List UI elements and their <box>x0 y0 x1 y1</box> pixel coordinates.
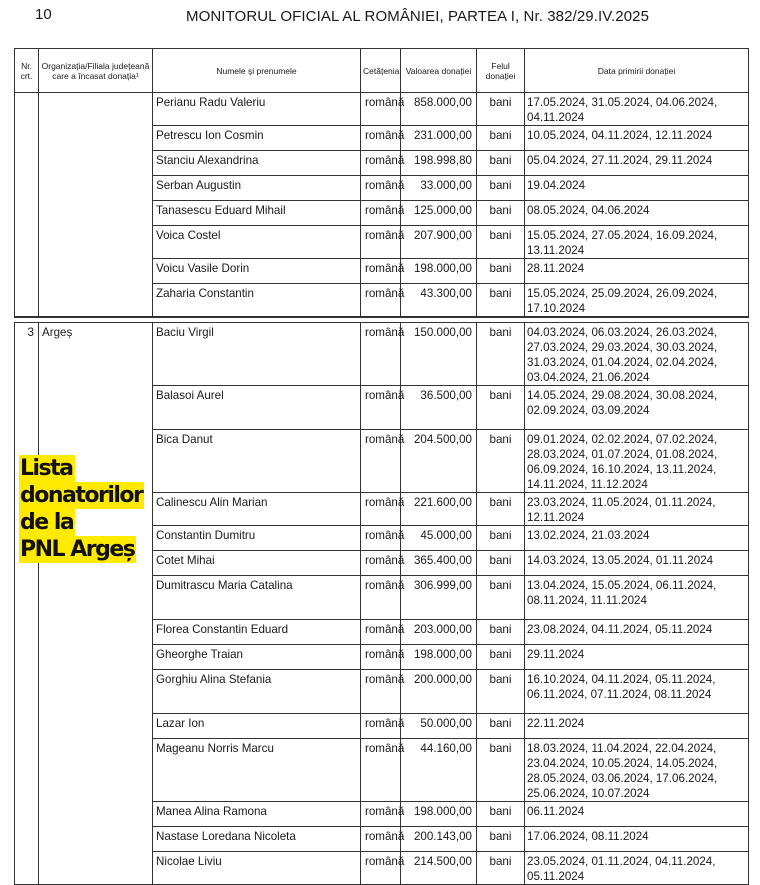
donation-value: 198.000,00 <box>401 259 477 284</box>
citizenship: română <box>361 284 401 318</box>
donation-type: bani <box>477 852 525 885</box>
donor-name: Voicu Vasile Dorin <box>153 259 361 284</box>
donation-type: bani <box>477 576 525 620</box>
citizenship: română <box>361 126 401 151</box>
donation-dates: 13.02.2024, 21.03.2024 <box>525 526 749 551</box>
donation-value: 36.500,00 <box>401 386 477 430</box>
donor-name: Manea Alina Ramona <box>153 802 361 827</box>
caption-line: PNL Argeș <box>20 537 135 562</box>
donor-name: Nicolae Liviu <box>153 852 361 885</box>
citizenship: română <box>361 670 401 714</box>
donation-value: 203.000,00 <box>401 620 477 645</box>
row-number-cell <box>15 93 39 318</box>
donation-dates: 23.03.2024, 11.05.2024, 01.11.2024, 12.11.2024 <box>525 493 749 526</box>
donation-dates: 09.01.2024, 02.02.2024, 07.02.2024, 28.03.2024, 01.07.2024, 01.08.2024, 06.09.2024, 16.10.2024, 13.11.2024, 14.11.2024, 11.12.2024 <box>525 430 749 493</box>
organization-cell <box>39 93 153 318</box>
donation-value: 207.900,00 <box>401 226 477 259</box>
donation-type: bani <box>477 827 525 852</box>
donor-name: Constantin Dumitru <box>153 526 361 551</box>
donor-name: Cotet Mihai <box>153 551 361 576</box>
donation-value: 200.000,00 <box>401 670 477 714</box>
donor-name: Voica Costel <box>153 226 361 259</box>
donation-value: 45.000,00 <box>401 526 477 551</box>
citizenship: română <box>361 430 401 493</box>
donation-type: bani <box>477 493 525 526</box>
citizenship: română <box>361 201 401 226</box>
donation-dates: 18.03.2024, 11.04.2024, 22.04.2024, 23.04.2024, 10.05.2024, 14.05.2024, 28.05.2024, 03.06.2024, 17.06.2024, 25.06.2024, 10.07.2024 <box>525 739 749 802</box>
donation-value: 198.998,80 <box>401 151 477 176</box>
donor-name: Petrescu Ion Cosmin <box>153 126 361 151</box>
donor-name: Bica Danut <box>153 430 361 493</box>
col-header-value: Valoarea donației <box>401 49 477 93</box>
row-number-cell: 3 <box>15 323 39 885</box>
donation-type: bani <box>477 176 525 201</box>
donation-dates: 08.05.2024, 04.06.2024 <box>525 201 749 226</box>
donation-type: bani <box>477 802 525 827</box>
donor-name: Lazar Ion <box>153 714 361 739</box>
donation-dates: 06.11.2024 <box>525 802 749 827</box>
donation-value: 198.000,00 <box>401 645 477 670</box>
donation-type: bani <box>477 323 525 386</box>
citizenship: română <box>361 93 401 126</box>
col-header-nr: Nr. crt. <box>15 49 39 93</box>
donor-name: Calinescu Alin Marian <box>153 493 361 526</box>
donation-dates: 19.04.2024 <box>525 176 749 201</box>
citizenship: română <box>361 551 401 576</box>
col-header-name: Numele și prenumele <box>153 49 361 93</box>
donation-type: bani <box>477 126 525 151</box>
donation-value: 43.300,00 <box>401 284 477 318</box>
donation-type: bani <box>477 526 525 551</box>
citizenship: română <box>361 151 401 176</box>
donation-dates: 16.10.2024, 04.11.2024, 05.11.2024, 06.11.2024, 07.11.2024, 08.11.2024 <box>525 670 749 714</box>
donation-dates: 23.05.2024, 01.11.2024, 04.11.2024, 05.11.2024 <box>525 852 749 885</box>
citizenship: română <box>361 739 401 802</box>
col-header-citizenship: Cetățenia <box>361 49 401 93</box>
donor-name: Nastase Loredana Nicoleta <box>153 827 361 852</box>
donation-type: bani <box>477 386 525 430</box>
donor-name: Mageanu Norris Marcu <box>153 739 361 802</box>
citizenship: română <box>361 802 401 827</box>
donation-type: bani <box>477 93 525 126</box>
donor-name: Florea Constantin Eduard <box>153 620 361 645</box>
table-header-row <box>15 49 749 93</box>
donor-name: Zaharia Constantin <box>153 284 361 318</box>
page-header-title: MONITORUL OFICIAL AL ROMÂNIEI, PARTEA I, Nr. 382/29.IV.2025 <box>186 8 650 25</box>
citizenship: română <box>361 226 401 259</box>
donation-value: 50.000,00 <box>401 714 477 739</box>
donation-value: 365.400,00 <box>401 551 477 576</box>
donation-type: bani <box>477 739 525 802</box>
donation-type: bani <box>477 430 525 493</box>
donation-type: bani <box>477 551 525 576</box>
donation-dates: 17.05.2024, 31.05.2024, 04.06.2024, 04.11.2024 <box>525 93 749 126</box>
highlight-caption <box>19 455 144 563</box>
previous-group <box>15 93 749 318</box>
page-number: 10 <box>35 6 52 23</box>
donor-name: Gheorghe Traian <box>153 645 361 670</box>
donor-name: Tanasescu Eduard Mihail <box>153 201 361 226</box>
donation-type: bani <box>477 226 525 259</box>
citizenship: română <box>361 259 401 284</box>
donor-name: Balasoi Aurel <box>153 386 361 430</box>
donor-name: Gorghiu Alina Stefania <box>153 670 361 714</box>
citizenship: română <box>361 576 401 620</box>
donor-name: Stanciu Alexandrina <box>153 151 361 176</box>
donation-value: 200.143,00 <box>401 827 477 852</box>
donation-dates: 15.05.2024, 25.09.2024, 26.09.2024, 17.10.2024 <box>525 284 749 318</box>
citizenship: română <box>361 852 401 885</box>
donation-type: bani <box>477 259 525 284</box>
donation-value: 231.000,00 <box>401 126 477 151</box>
donation-value: 150.000,00 <box>401 323 477 386</box>
donation-dates: 04.03.2024, 06.03.2024, 26.03.2024, 27.03.2024, 29.03.2024, 30.03.2024, 31.03.2024, 01.04.2024, 02.04.2024, 03.04.2024, 21.06.2024 <box>525 323 749 386</box>
table-row <box>15 93 749 126</box>
donation-type: bani <box>477 201 525 226</box>
donor-name: Baciu Virgil <box>153 323 361 386</box>
donation-dates: 29.11.2024 <box>525 645 749 670</box>
citizenship: română <box>361 827 401 852</box>
donation-dates: 14.05.2024, 29.08.2024, 30.08.2024, 02.09.2024, 03.09.2024 <box>525 386 749 430</box>
citizenship: română <box>361 620 401 645</box>
caption-line: donatorilor <box>20 483 143 508</box>
donation-type: bani <box>477 620 525 645</box>
donation-type: bani <box>477 670 525 714</box>
donation-type: bani <box>477 714 525 739</box>
donor-name: Serban Augustin <box>153 176 361 201</box>
donation-dates: 22.11.2024 <box>525 714 749 739</box>
table-row <box>15 323 749 386</box>
donation-type: bani <box>477 284 525 318</box>
citizenship: română <box>361 714 401 739</box>
col-header-type: Felul donației <box>477 49 525 93</box>
donation-dates: 13.04.2024, 15.05.2024, 06.11.2024, 08.11.2024, 11.11.2024 <box>525 576 749 620</box>
donation-dates: 14.03.2024, 13.05.2024, 01.11.2024 <box>525 551 749 576</box>
caption-line: de la <box>20 510 74 535</box>
donation-value: 33.000,00 <box>401 176 477 201</box>
caption-line: Lista <box>20 456 73 481</box>
donation-value: 306.999,00 <box>401 576 477 620</box>
citizenship: română <box>361 526 401 551</box>
col-header-dates: Data primirii donației <box>525 49 749 93</box>
donation-value: 858.000,00 <box>401 93 477 126</box>
donation-dates: 10.05.2024, 04.11.2024, 12.11.2024 <box>525 126 749 151</box>
donation-type: bani <box>477 645 525 670</box>
citizenship: română <box>361 176 401 201</box>
citizenship: română <box>361 645 401 670</box>
donation-value: 198.000,00 <box>401 802 477 827</box>
donation-value: 214.500,00 <box>401 852 477 885</box>
donation-value: 221.600,00 <box>401 493 477 526</box>
col-header-org: Organizația/Filiala județeană care a încasat donația¹ <box>39 49 153 93</box>
donation-dates: 17.06.2024, 08.11.2024 <box>525 827 749 852</box>
donation-value: 204.500,00 <box>401 430 477 493</box>
donor-name: Perianu Radu Valeriu <box>153 93 361 126</box>
donation-dates: 05.04.2024, 27.11.2024, 29.11.2024 <box>525 151 749 176</box>
citizenship: română <box>361 386 401 430</box>
donation-value: 44.160,00 <box>401 739 477 802</box>
donation-dates: 15.05.2024, 27.05.2024, 16.09.2024, 13.11.2024 <box>525 226 749 259</box>
donation-dates: 23.08.2024, 04.11.2024, 05.11.2024 <box>525 620 749 645</box>
organization-cell: Argeș <box>39 323 153 885</box>
donor-name: Dumitrascu Maria Catalina <box>153 576 361 620</box>
donation-type: bani <box>477 151 525 176</box>
citizenship: română <box>361 323 401 386</box>
donation-dates: 28.11.2024 <box>525 259 749 284</box>
citizenship: română <box>361 493 401 526</box>
donation-value: 125.000,00 <box>401 201 477 226</box>
arges-group <box>15 323 749 885</box>
